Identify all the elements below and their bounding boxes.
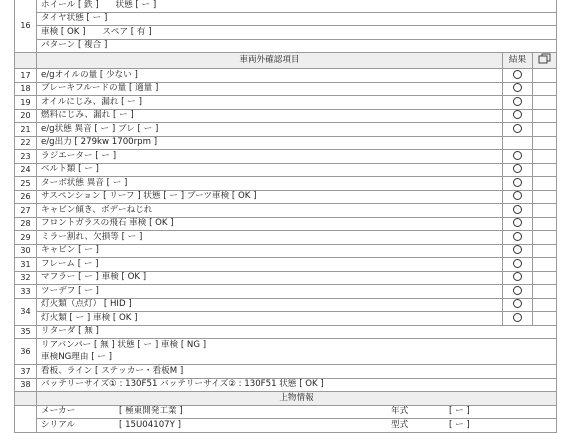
wheel-field: ホイール [ 鉄 ]: [41, 0, 99, 10]
check-row: [15, 96, 557, 110]
check-row: [15, 258, 557, 272]
check-row: [15, 204, 557, 218]
result-circle-icon: [513, 272, 522, 281]
row-16-line-4: [15, 39, 557, 53]
result-circle-icon: [513, 313, 522, 322]
row-number: 19: [15, 96, 37, 110]
extra-cell: [533, 82, 557, 96]
result-cell: [503, 231, 533, 245]
result-circle-icon: [513, 259, 522, 268]
row-number: 29: [15, 231, 37, 245]
result-circle-icon: [513, 70, 522, 79]
spare-field: スペア [ 有 ]: [102, 26, 152, 37]
extra-cell: [533, 285, 557, 299]
extra-cell: [533, 244, 557, 258]
item-text: キャビン [ ー ]: [37, 244, 503, 258]
check-row: [15, 271, 557, 285]
item-text: 車検NG理由 [ ー ]: [37, 352, 557, 365]
row-number: 24: [15, 163, 37, 177]
extra-cell: [533, 204, 557, 218]
check-row: [15, 177, 557, 191]
result-cell: [503, 96, 533, 110]
item-text: オイルにじみ、漏れ [ ー ]: [37, 96, 503, 110]
item-text: 灯火類（点灯） [ HID ]: [37, 298, 503, 312]
result-cell: [503, 258, 533, 272]
result-circle-icon: [513, 205, 522, 214]
row-number: 28: [15, 217, 37, 231]
result-circle-icon: [513, 110, 522, 119]
copy-icon: [538, 53, 552, 64]
extra-cell: [533, 190, 557, 204]
row-36-line-2: [15, 352, 557, 365]
result-circle-icon: [513, 178, 522, 187]
extra-cell: [533, 150, 557, 164]
item-text: ラジエーター [ ー ]: [37, 150, 503, 164]
extra-cell: [533, 123, 557, 137]
result-circle-icon: [513, 191, 522, 200]
row-number: 18: [15, 82, 37, 96]
model-label: 型式: [391, 419, 409, 430]
item-text: リターダ [ 無 ]: [37, 325, 557, 339]
result-circle-icon: [513, 245, 522, 254]
result-circle-icon: [513, 286, 522, 295]
row-number: 37: [15, 365, 37, 379]
row-number: 20: [15, 109, 37, 123]
item-text: e/g出力 [ 279kw 1700rpm ]: [37, 136, 503, 150]
item-text: 灯火類 [ ー ] 車検 [ OK ]: [37, 312, 503, 326]
item-text: ミラー割れ、欠損等 [ ー ]: [37, 231, 503, 245]
check-row: [15, 163, 557, 177]
result-circle-icon: [513, 218, 522, 227]
result-circle-icon: [513, 83, 522, 92]
check-row: [15, 109, 557, 123]
body-info-row: [15, 419, 557, 433]
result-cell: [503, 271, 533, 285]
check-row: [15, 82, 557, 96]
item-text: 看板、ライン [ ステッカー・看板M ]: [37, 365, 557, 379]
check-row: [15, 123, 557, 137]
item-text: リアバンパー [ 無 ] 状態 [ ー ] 車検 [ NG ]: [37, 339, 557, 352]
year-value: [ ー ]: [449, 406, 470, 417]
result-cell: [503, 136, 533, 150]
serial-label: シリアル: [41, 419, 76, 430]
serial-value: [ 15U04107Y ]: [119, 419, 181, 430]
item-text: ツーデフ [ ー ]: [37, 285, 503, 299]
row-number: 26: [15, 190, 37, 204]
copy-button[interactable]: [533, 53, 557, 69]
item-text: サスペンション [ リーフ ] 状態 [ ー ] ブーツ車検 [ OK ]: [37, 190, 503, 204]
row-36-line-1: [15, 339, 557, 352]
extra-cell: [533, 69, 557, 83]
result-cell: [503, 82, 533, 96]
result-cell: [503, 217, 533, 231]
extra-cell: [533, 177, 557, 191]
row-37: [15, 365, 557, 379]
maker-value: [ 極東開発工業 ]: [119, 406, 183, 417]
result-circle-icon: [513, 151, 522, 160]
row-number: 33: [15, 285, 37, 299]
extra-cell: [533, 109, 557, 123]
inspection-sheet: [14, 0, 556, 433]
row-number: 38: [15, 378, 37, 392]
item-text: マフラー [ ー ] 車検 [ OK ]: [37, 271, 503, 285]
check-row: [15, 285, 557, 299]
exterior-check-header: [15, 53, 557, 69]
result-cell: [503, 244, 533, 258]
item-text: e/gオイルの量 [ 少ない ]: [37, 69, 503, 83]
result-cell: [503, 163, 533, 177]
pattern-field: パターン [ 複合 ]: [41, 40, 108, 51]
item-text: キャビン傾き、ボデーねじれ: [37, 204, 503, 218]
year-label: 年式: [391, 406, 409, 417]
item-text: フレーム [ ー ]: [37, 258, 503, 272]
extra-cell: [533, 231, 557, 245]
body-info-header: [15, 392, 557, 406]
check-row: [15, 244, 557, 258]
item-text: フロントガラスの飛石 車検 [ OK ]: [37, 217, 503, 231]
row-number: 21: [15, 123, 37, 137]
section-title: 上物情報: [37, 392, 557, 406]
check-row: [15, 217, 557, 231]
result-cell: [503, 150, 533, 164]
check-row: [15, 136, 557, 150]
row-34-line-1: [15, 298, 557, 312]
result-circle-icon: [513, 97, 522, 106]
row-number: 25: [15, 177, 37, 191]
result-header: 結果: [503, 53, 533, 69]
extra-cell: [533, 258, 557, 272]
check-row: [15, 190, 557, 204]
result-cell: [503, 190, 533, 204]
row-number: 16: [15, 0, 37, 53]
row-number: 36: [15, 339, 37, 365]
check-row: [15, 231, 557, 245]
extra-cell: [533, 217, 557, 231]
maker-label: メーカー: [41, 406, 76, 417]
inspection-table: [14, 0, 557, 433]
model-value: [ ー ]: [449, 419, 470, 430]
check-rows: [15, 69, 557, 299]
item-text: バッテリーサイズ① : 130F51 バッテリーサイズ② : 130F51 状態 [ OK ]: [37, 378, 557, 392]
row-35: [15, 325, 557, 339]
item-text: e/g状態 異音 [ ー ] ブレ [ ー ]: [37, 123, 503, 137]
item-text: ブレーキフルードの量 [ 適量 ]: [37, 82, 503, 96]
result-cell: [503, 69, 533, 83]
extra-cell: [533, 96, 557, 110]
row-number: 34: [15, 298, 37, 325]
row-number: 30: [15, 244, 37, 258]
inspection-field: 車検 [ OK ]: [41, 26, 86, 37]
item-text: ターボ状態 異音 [ ー ]: [37, 177, 503, 191]
body-info-row: [15, 405, 557, 419]
extra-cell: [533, 163, 557, 177]
item-text: ベルト類 [ ー ]: [37, 163, 503, 177]
result-cell: [503, 285, 533, 299]
row-16-line-1: [15, 0, 557, 12]
result-cell: [503, 123, 533, 137]
row-16-line-2: [15, 12, 557, 26]
row-number: 27: [15, 204, 37, 218]
check-row: [15, 69, 557, 83]
check-row: [15, 150, 557, 164]
wheel-condition-field: 状態 [ ー ]: [115, 0, 157, 10]
result-circle-icon: [513, 299, 522, 308]
extra-cell: [533, 271, 557, 285]
row-34-line-2: [15, 312, 557, 326]
row-number: 23: [15, 150, 37, 164]
result-circle-icon: [513, 232, 522, 241]
row-number: 32: [15, 271, 37, 285]
row-38: [15, 378, 557, 392]
result-cell: [503, 177, 533, 191]
result-cell: [503, 204, 533, 218]
row-number: 22: [15, 136, 37, 150]
section-title: 車両外確認項目: [37, 53, 503, 69]
row-16-line-3: [15, 26, 557, 40]
row-number: 17: [15, 69, 37, 83]
item-text: 燃料にじみ、漏れ [ ー ]: [37, 109, 503, 123]
result-cell: [503, 109, 533, 123]
result-circle-icon: [513, 124, 522, 133]
result-circle-icon: [513, 164, 522, 173]
extra-cell: [533, 136, 557, 150]
row-number: 35: [15, 325, 37, 339]
tire-condition-field: タイヤ状態 [ ー ]: [41, 13, 108, 24]
row-number: 31: [15, 258, 37, 272]
